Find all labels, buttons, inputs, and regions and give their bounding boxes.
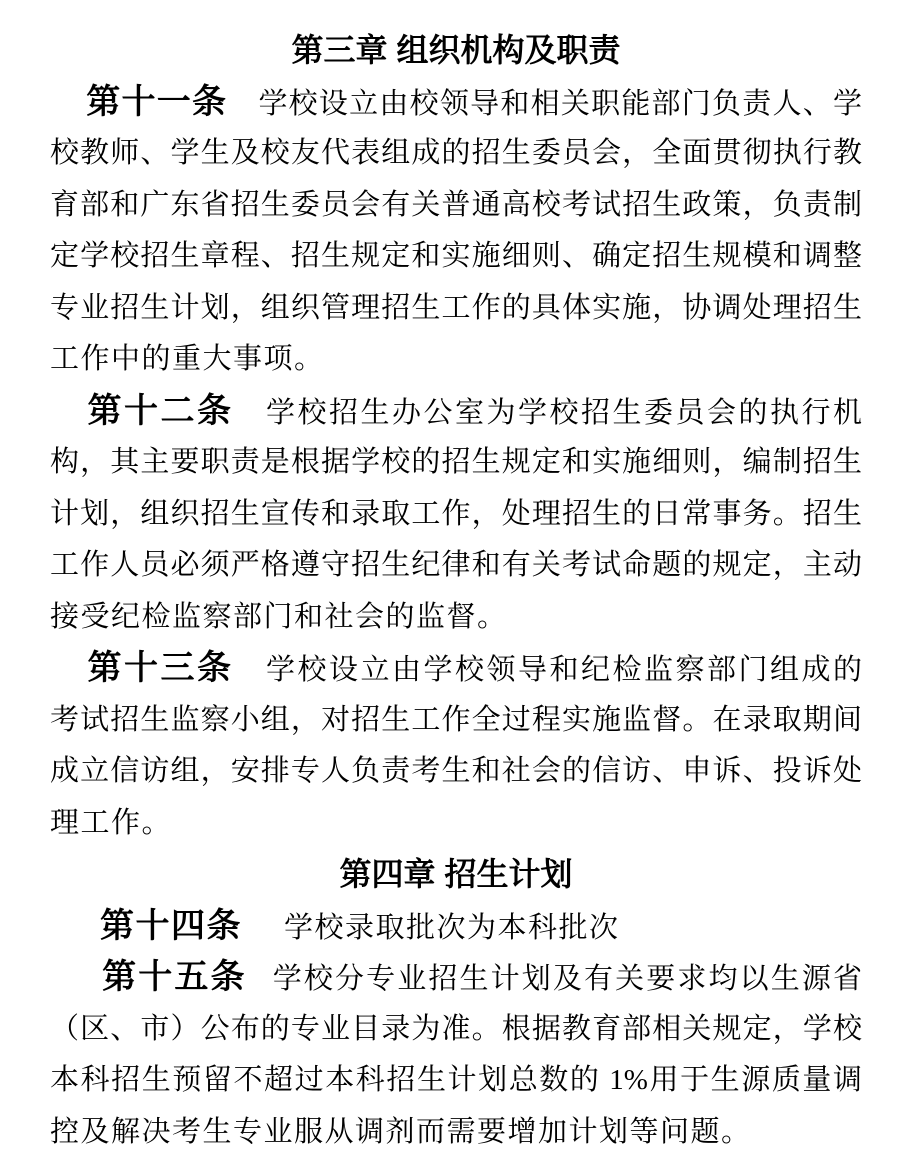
article-14-label: 第十四条	[100, 907, 242, 945]
paragraph-indent	[50, 421, 85, 422]
article-12-line-1	[50, 386, 862, 438]
label-gap	[247, 987, 271, 988]
article-14-line-1	[50, 901, 862, 953]
article-11-line-2: 校教师、学生及校友代表组成的招生委员会，全面贯彻执行教	[50, 137, 862, 169]
article-15-line-1	[50, 952, 862, 1004]
article-15-line-2: （区、市）公布的专业目录为准。根据教育部相关规定，学校	[50, 1012, 862, 1045]
label-gap	[242, 936, 284, 937]
article-12-text-1: 学校招生办公室为学校招生委员会的执行机	[263, 396, 862, 429]
article-13-line-3: 成立信访组，安排专人负责考生和社会的信访、申诉、投诉处	[50, 755, 862, 787]
article-13-label: 第十三条	[85, 650, 234, 687]
article-12-line-3: 计划，组织招生宣传和录取工作，处理招生的日常事务。招生	[50, 497, 862, 530]
article-11-line-6: 工作中的重大事项。	[50, 343, 325, 375]
article-12-line-4: 工作人员必须严格遵守招生纪律和有关考试命题的规定，主动	[50, 549, 862, 581]
paragraph-indent	[50, 987, 100, 988]
chapter-3-heading: 第三章 组织机构及职责	[291, 32, 621, 68]
article-13-line-1	[50, 643, 862, 695]
article-15-line-3: 本科招生预留不超过本科招生计划总数的 1%用于生源质量调	[50, 1064, 862, 1096]
article-15-text-1: 学校分专业招生计划及有关要求均以生源省	[270, 963, 862, 995]
article-12-line-5: 接受纪检监察部门和社会的监督。	[50, 600, 508, 633]
article-15-label: 第十五条	[100, 959, 247, 996]
article-12-line-2: 构，其主要职责是根据学校的招生规定和实施细则，编制招生	[50, 446, 862, 478]
article-13-text-1: 学校设立由学校领导和纪检监察部门组成的	[263, 654, 862, 686]
article-15-line-4: 控及解决考生专业服从调剂而需要增加计划等问题。	[50, 1115, 752, 1148]
article-11-line-4: 定学校招生章程、招生规定和实施细则、确定招生规模和调整	[50, 240, 862, 272]
paragraph-indent	[50, 936, 100, 937]
paragraph-indent	[50, 678, 85, 679]
article-11-line-3: 育部和广东省招生委员会有关普通高校考试招生政策，负责制	[50, 188, 862, 221]
paragraph-indent	[50, 112, 85, 113]
article-13-line-4: 理工作。	[50, 806, 173, 839]
article-11-line-5: 专业招生计划，组织管理招生工作的具体实施，协调处理招生	[50, 291, 862, 324]
label-gap	[227, 112, 257, 113]
chapter-4-heading: 第四章 招生计划	[339, 856, 573, 892]
label-gap	[234, 421, 264, 422]
article-11-text-1: 学校设立由校领导和相关职能部门负责人、学	[257, 87, 862, 120]
article-11-label: 第十一条	[85, 83, 228, 121]
article-13-line-2: 考试招生监察小组，对招生工作全过程实施监督。在录取期间	[50, 703, 862, 736]
article-12-label: 第十二条	[85, 392, 234, 430]
label-gap	[234, 678, 264, 679]
article-14-text-1: 学校录取批次为本科批次	[284, 911, 620, 944]
article-11-line-1	[50, 77, 862, 129]
